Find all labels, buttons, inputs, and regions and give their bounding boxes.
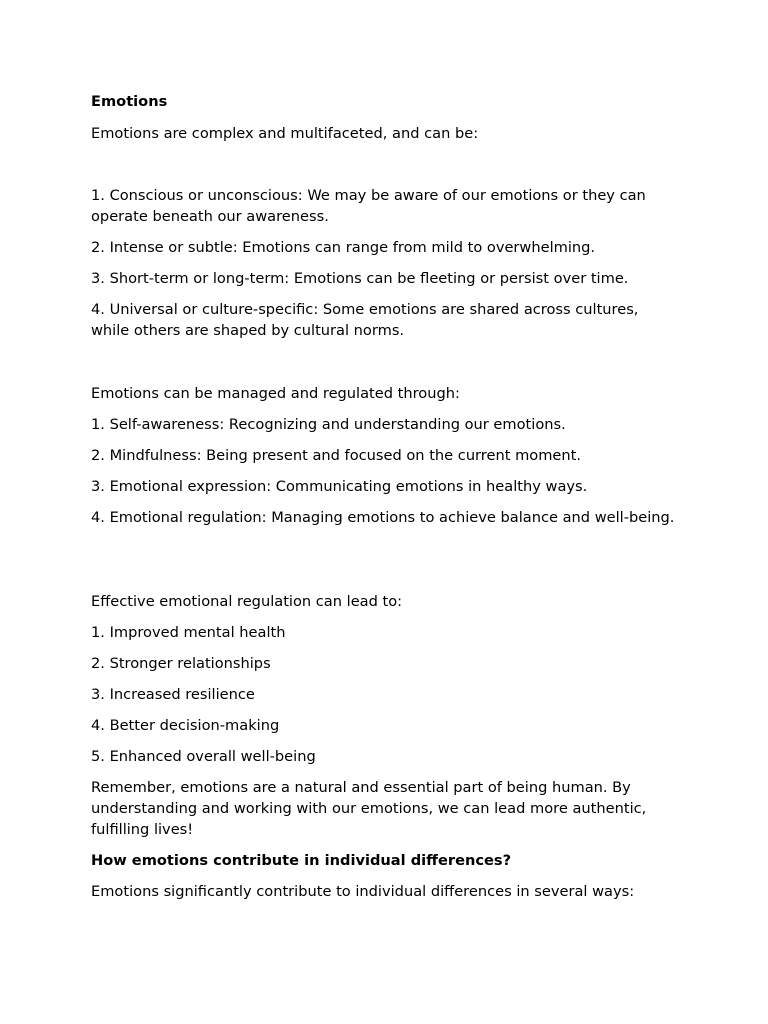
section-subheading: How emotions contribute in individual differences? [91,852,512,869]
regulation-intro: Emotions can be managed and regulated through: [91,385,460,402]
list-item-benefit-1: 1. Improved mental health [91,624,286,641]
list-item-aspect-2: 2. Intense or subtle: Emotions can range from mild to overwhelming. [91,239,596,256]
closing-paragraph: Remember, emotions are a natural and essential part of being human. By understanding and working with our emotions, we can lead more authentic, fulfilling lives! [91,779,647,838]
list-item-regulation-2: 2. Mindfulness: Being present and focused on the current moment. [91,447,582,464]
list-item-aspect-3: 3. Short-term or long-term: Emotions can be fleeting or persist over time. [91,270,629,287]
list-item-benefit-4: 4. Better decision-making [91,717,280,734]
list-item-aspect-4: 4. Universal or culture-specific: Some emotions are shared across cultures, while others are shaped by cultural norms. [91,301,639,339]
list-item-regulation-3: 3. Emotional expression: Communicating emotions in healthy ways. [91,478,588,495]
list-item-benefit-3: 3. Increased resilience [91,686,255,703]
list-item-regulation-4: 4. Emotional regulation: Managing emotions to achieve balance and well-being. [91,509,675,526]
subheading-intro: Emotions significantly contribute to individual differences in several ways: [91,883,635,900]
intro-paragraph: Emotions are complex and multifaceted, and can be: [91,125,479,142]
list-item-aspect-1: 1. Conscious or unconscious: We may be aware of our emotions or they can operate beneath our awareness. [91,187,646,225]
list-item-benefit-2: 2. Stronger relationships [91,655,271,672]
list-item-regulation-1: 1. Self-awareness: Recognizing and understanding our emotions. [91,416,566,433]
list-item-benefit-5: 5. Enhanced overall well-being [91,748,316,765]
document-heading: Emotions [91,93,168,110]
benefits-intro: Effective emotional regulation can lead to: [91,593,403,610]
